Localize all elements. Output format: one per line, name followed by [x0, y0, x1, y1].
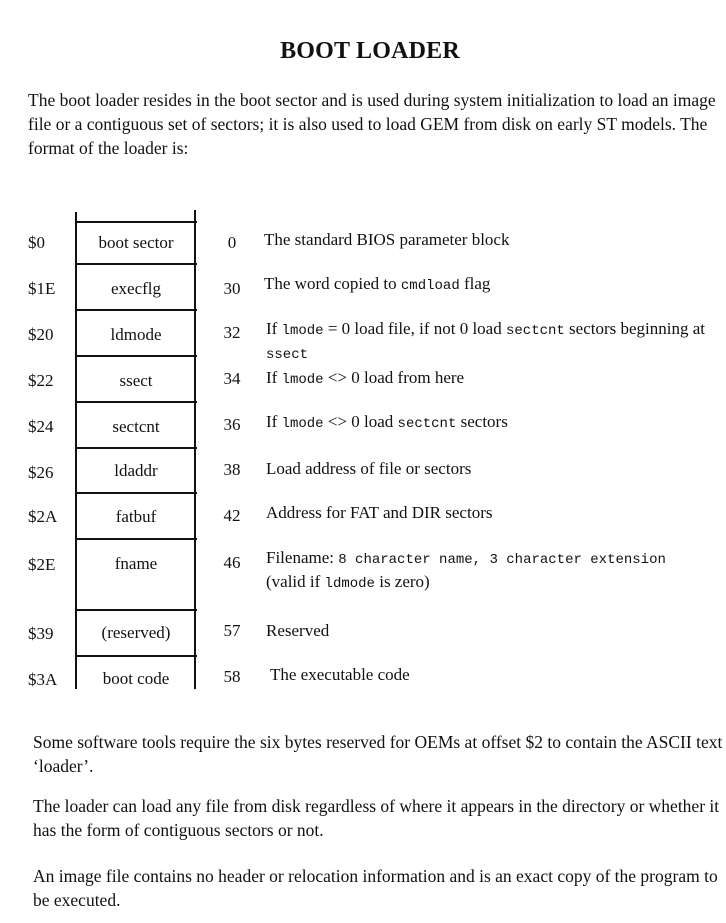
row-field: sectcnt — [112, 417, 160, 436]
row-description — [264, 229, 724, 251]
row-description — [270, 664, 726, 686]
description-text: The standard BIOS parameter block — [264, 230, 510, 249]
description-text: <> 0 load — [323, 412, 398, 431]
description-text: If — [266, 368, 282, 387]
row-decimal: 58 — [223, 667, 241, 686]
code-identifier: lmode — [281, 323, 324, 339]
description-text: is zero) — [374, 572, 430, 591]
box-divider — [75, 221, 197, 223]
row-offset: $26 — [28, 463, 54, 482]
row-description — [266, 620, 726, 642]
row-field: boot sector — [98, 233, 174, 252]
row-field: (reserved) — [101, 623, 171, 642]
row-decimal: 42 — [223, 506, 241, 525]
description-text: sectors beginning at — [564, 319, 706, 338]
box-divider — [75, 655, 197, 657]
row-offset: $0 — [28, 233, 45, 252]
body-paragraph: An image file contains no header or relocation information and is an exact copy of the program to be executed. — [33, 866, 718, 910]
description-text: The word copied to — [264, 274, 401, 293]
row-field: execflg — [110, 279, 162, 298]
row-offset: $39 — [28, 624, 54, 643]
row-description — [266, 318, 726, 366]
description-text: Address for FAT and DIR sectors — [266, 503, 493, 522]
row-field: boot code — [102, 669, 170, 688]
row-description — [266, 367, 726, 391]
description-text: Load address of file or sectors — [266, 459, 472, 478]
box-divider — [75, 309, 197, 311]
row-description — [266, 502, 726, 524]
row-offset: $3A — [28, 670, 58, 689]
row-decimal: 46 — [223, 553, 241, 572]
row-decimal: 0 — [227, 233, 237, 252]
description-text: Filename: — [266, 548, 339, 567]
description-text: flag — [459, 274, 491, 293]
code-identifier: sectcnt — [505, 323, 565, 339]
code-identifier: sectcnt — [397, 416, 457, 432]
row-field: ldaddr — [114, 461, 158, 480]
box-divider — [75, 447, 197, 449]
row-field: fatbuf — [115, 507, 157, 526]
description-text: If — [266, 319, 282, 338]
row-decimal: 34 — [223, 369, 241, 388]
description-text: Reserved — [266, 621, 330, 640]
row-description — [266, 547, 686, 595]
description-text: (valid if — [266, 572, 325, 591]
code-identifier: lmode — [281, 416, 324, 432]
row-decimal: 30 — [223, 279, 241, 298]
row-decimal: 32 — [223, 323, 241, 342]
code-identifier: 8 character name, 3 character extension — [338, 552, 666, 568]
description-text: = 0 load file, if not 0 load — [323, 319, 506, 338]
description-text: <> 0 load from here — [323, 368, 465, 387]
description-text: If — [266, 412, 282, 431]
description-text: sectors — [456, 412, 508, 431]
box-divider — [75, 355, 197, 357]
code-identifier: ldmode — [324, 576, 375, 592]
body-paragraph: The loader can load any file from disk regardless of where it appears in the directory or whether it has the form of contiguous sectors or not. — [33, 796, 720, 840]
box-divider — [75, 401, 197, 403]
row-offset: $2A — [28, 507, 58, 526]
code-identifier: cmdload — [400, 278, 460, 294]
row-offset: $1E — [28, 279, 56, 298]
description-text: The executable code — [270, 665, 410, 684]
row-decimal: 38 — [223, 460, 241, 479]
row-description — [266, 458, 726, 480]
box-divider — [75, 609, 197, 611]
page-title: BOOT LOADER — [280, 38, 460, 64]
row-field: ldmode — [110, 325, 162, 344]
row-offset: $24 — [28, 417, 54, 436]
box-divider — [75, 538, 197, 540]
row-offset: $22 — [28, 371, 54, 390]
row-field: ssect — [119, 371, 153, 390]
row-field: fname — [114, 554, 158, 573]
code-identifier: lmode — [281, 372, 324, 388]
box-divider — [75, 263, 197, 265]
row-decimal: 36 — [223, 415, 241, 434]
code-identifier: ssect — [266, 347, 309, 363]
row-description — [264, 273, 724, 297]
row-description — [266, 411, 726, 435]
body-paragraph: Some software tools require the six bytes reserved for OEMs at offset $2 to contain the ASCII text ‘loader’. — [33, 732, 723, 776]
row-offset: $2E — [28, 555, 56, 574]
box-divider — [75, 492, 197, 494]
row-decimal: 57 — [223, 621, 241, 640]
row-offset: $20 — [28, 325, 54, 344]
intro-paragraph: The boot loader resides in the boot sector and is used during system initialization to load an image file or a contiguous set of sectors; it is also used to load GEM from disk on early ST models. The format of the loader is: — [28, 90, 716, 158]
